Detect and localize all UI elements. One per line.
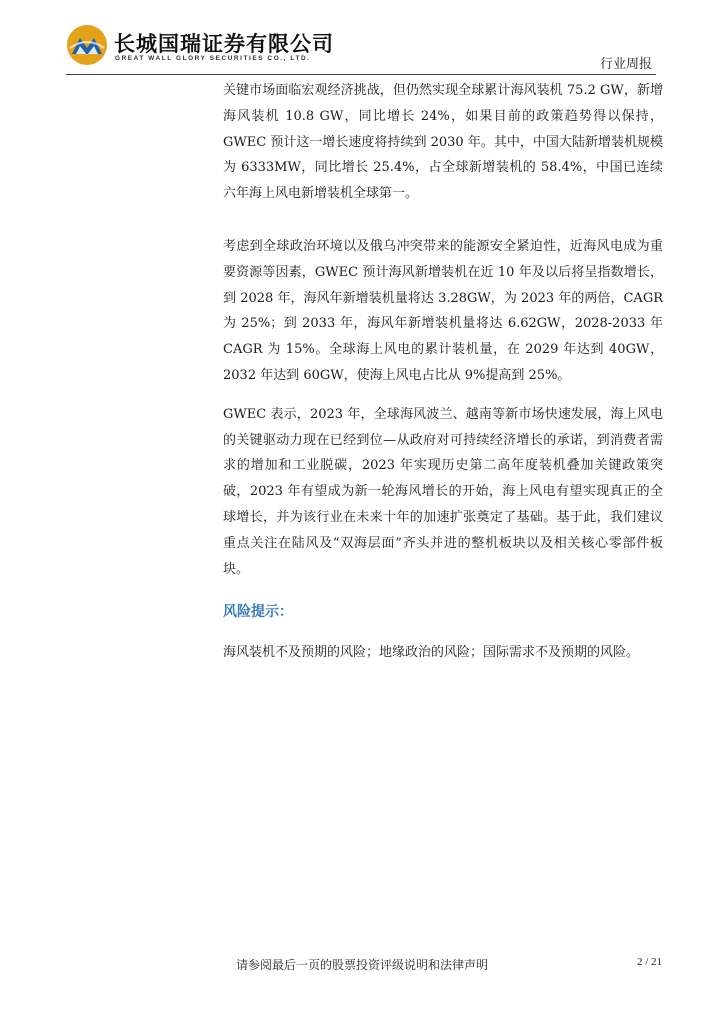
- main-content: [223, 78, 663, 666]
- risk-paragraph: 海风装机不及预期的风险；地缘政治的风险；国际需求不及预期的风险。: [223, 645, 640, 661]
- body-paragraph-3: GWEC 表示，2023 年，全球海风波兰、越南等新市场快速发展，海上风电的关键驱动力现在已经到位—从政府对可持续经济增长的承诺，到消费者需求的增加和工业脱碳，2023 年实现历史第二高年度装机叠加关键政策突破，2023 年有望成为新一轮海风增长的开始，海上风电有望实现真正的全球增长，并为该行业在未来十年的加速扩张奠定了基础。基于此，我们建议重点关注在陆风及“双海层面”齐头并进的整机板块以及相关核心零部件板块。: [223, 406, 663, 577]
- company-name-en: GREAT WALL GLORY SECURITIES CO., LTD.: [115, 55, 311, 62]
- page-number: 2 / 21: [636, 956, 662, 968]
- great-wall-logo-icon: [66, 24, 108, 66]
- footer-disclaimer: 请参阅最后一页的股票投资评级说明和法律声明: [235, 958, 488, 972]
- header-divider: [66, 74, 656, 75]
- body-paragraph-1: 关键市场面临宏观经济挑战，但仍然实现全球累计海风装机 75.2 GW，新增海风装机 10.8 GW，同比增长 24%，如果目前的政策趋势得以保持，GWEC 预计这一增长速度将持续到 2030 年。其中，中国大陆新增装机规模为 6333MW，同比增长 25.4%，占全球新增装机的 58.4%，中国已连续六年海上风电新增装机全球第一。: [223, 83, 663, 202]
- risk-heading: 风险提示：: [223, 604, 293, 621]
- report-type-label: 行业周报: [599, 57, 652, 72]
- page-header: [0, 0, 724, 80]
- body-paragraph-2: 考虑到全球政治环境以及俄乌冲突带来的能源安全紧迫性，近海风电成为重要资源等因素，GWEC 预计海风新增装机在近 10 年及以后将呈指数增长，到 2028 年，海风年新增装机量将达 3.28GW，为 2023 年的两倍，CAGR 为 25%；到 2033 年，海风年新增装机量将达 6.62GW，2028-2033 年 CAGR 为 15%。全球海上风电的累计装机量，在 2029 年达到 40GW，2032 年达到 60GW，使海上风电占比从 9%提高到 25%。: [223, 238, 663, 383]
- company-name-cn: 长城国瑞证券有限公司: [114, 32, 334, 56]
